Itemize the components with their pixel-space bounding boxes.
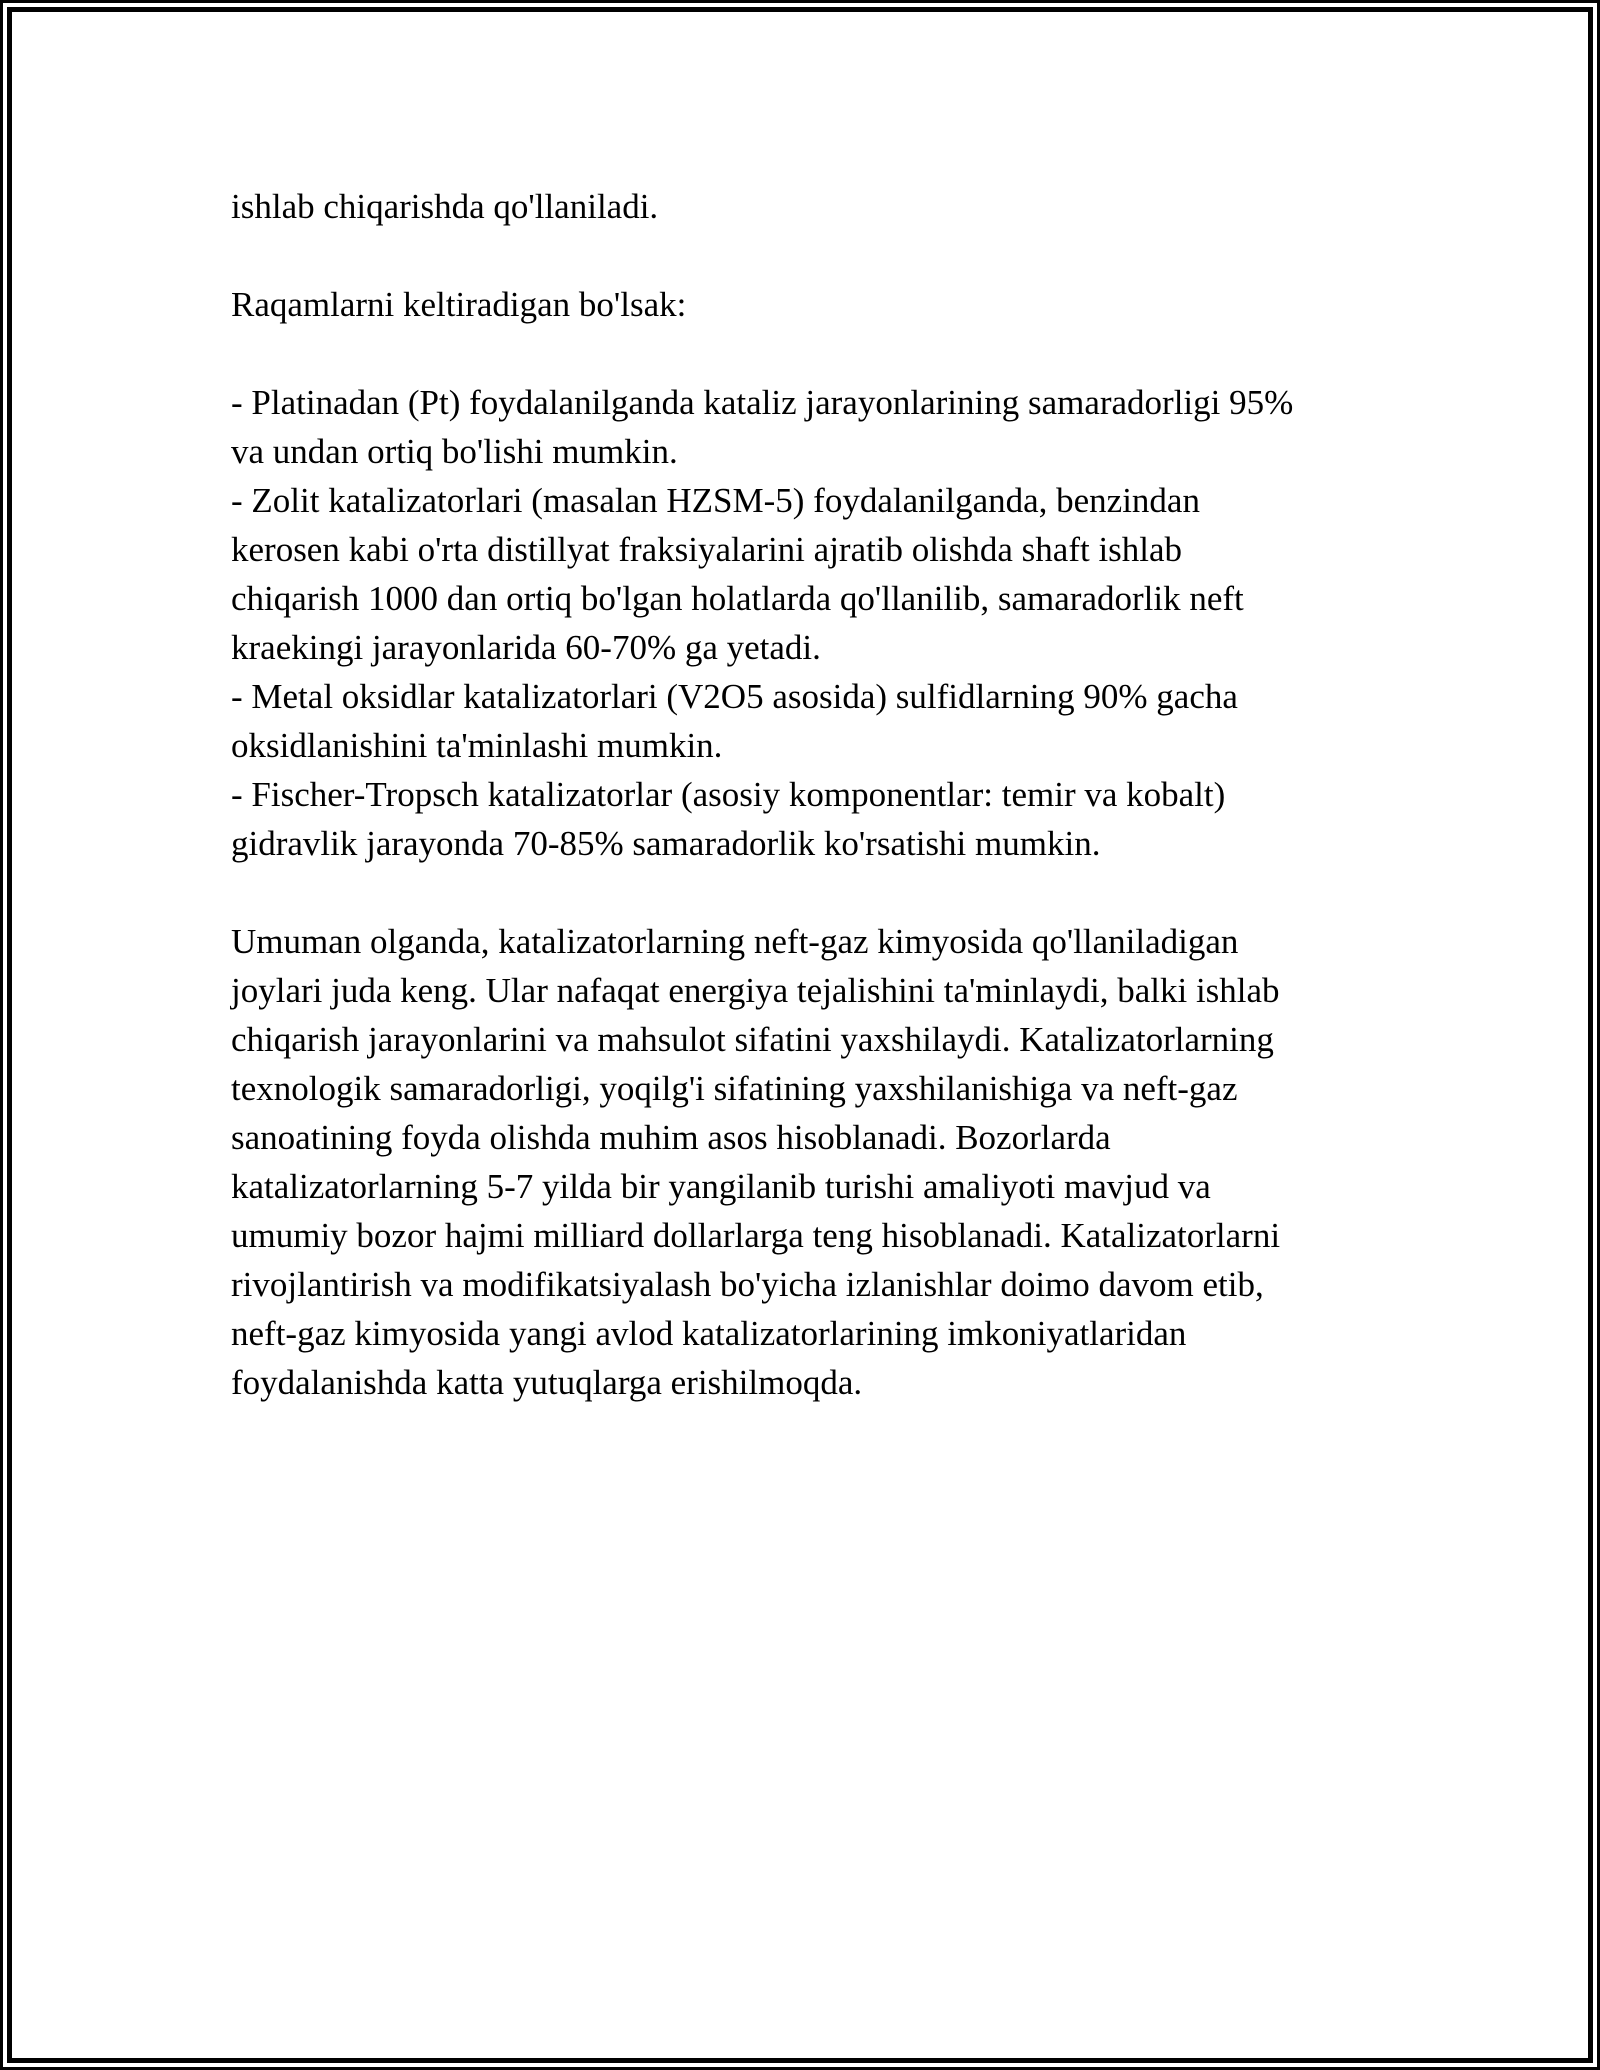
text-line: ishlab chiqarishda qo'llaniladi. [231,187,659,226]
text-line: texnologik samaradorligi, yoqilg'i sifatining yaxshilanishiga va neft-gaz [231,1069,1238,1108]
text-line: kraekingi jarayonlarida 60-70% ga yetadi. [231,628,821,667]
paragraph [231,378,1528,868]
text-line: kerosen kabi o'rta distillyat fraksiyalarini ajratib olishda shaft ishlab [231,530,1183,569]
text-line: gidravlik jarayonda 70-85% samaradorlik ko'rsatishi mumkin. [231,824,1101,863]
text-line: umumiy bozor hajmi milliard dollarlarga teng hisoblanadi. Katalizatorlarni [231,1216,1281,1255]
text-line: rivojlantirish va modifikatsiyalash bo'yicha izlanishlar doimo davom etib, [231,1265,1264,1304]
text-line: - Zolit katalizatorlari (masalan HZSM-5) foydalanilganda, benzindan [231,481,1200,520]
text-line: foydalanishda katta yutuqlarga erishilmoqda. [231,1363,863,1402]
text-line: sanoatining foyda olishda muhim asos hisoblanadi. Bozorlarda [231,1118,1111,1157]
text-line: - Platinadan (Pt) foydalanilganda kataliz jarayonlarining samaradorligi 95% [231,383,1294,422]
text-line: va undan ortiq bo'lishi mumkin. [231,432,678,471]
text-line: neft-gaz kimyosida yangi avlod katalizatorlarining imkoniyatlaridan [231,1314,1187,1353]
document-content [12,12,1588,1407]
page-inner-border [7,7,1593,2063]
text-line: oksidlanishini ta'minlashi mumkin. [231,726,723,765]
text-line: chiqarish 1000 dan ortiq bo'lgan holatlarda qo'llanilib, samaradorlik neft [231,579,1244,618]
text-line: Umuman olganda, katalizatorlarning neft-gaz kimyosida qo'llaniladigan [231,922,1239,961]
text-line: - Fischer-Tropsch katalizatorlar (asosiy komponentlar: temir va kobalt) [231,775,1226,814]
text-line: chiqarish jarayonlarini va mahsulot sifatini yaxshilaydi. Katalizatorlarning [231,1020,1274,1059]
text-line: - Metal oksidlar katalizatorlari (V2O5 asosida) sulfidlarning 90% gacha [231,677,1238,716]
paragraph [231,182,1528,231]
text-line: katalizatorlarning 5-7 yilda bir yangilanib turishi amaliyoti mavjud va [231,1167,1211,1206]
text-line: Raqamlarni keltiradigan bo'lsak: [231,285,687,324]
paragraph [231,917,1528,1407]
paragraph [231,280,1528,329]
text-line: joylari juda keng. Ular nafaqat energiya tejalishini ta'minlaydi, balki ishlab [231,971,1280,1010]
